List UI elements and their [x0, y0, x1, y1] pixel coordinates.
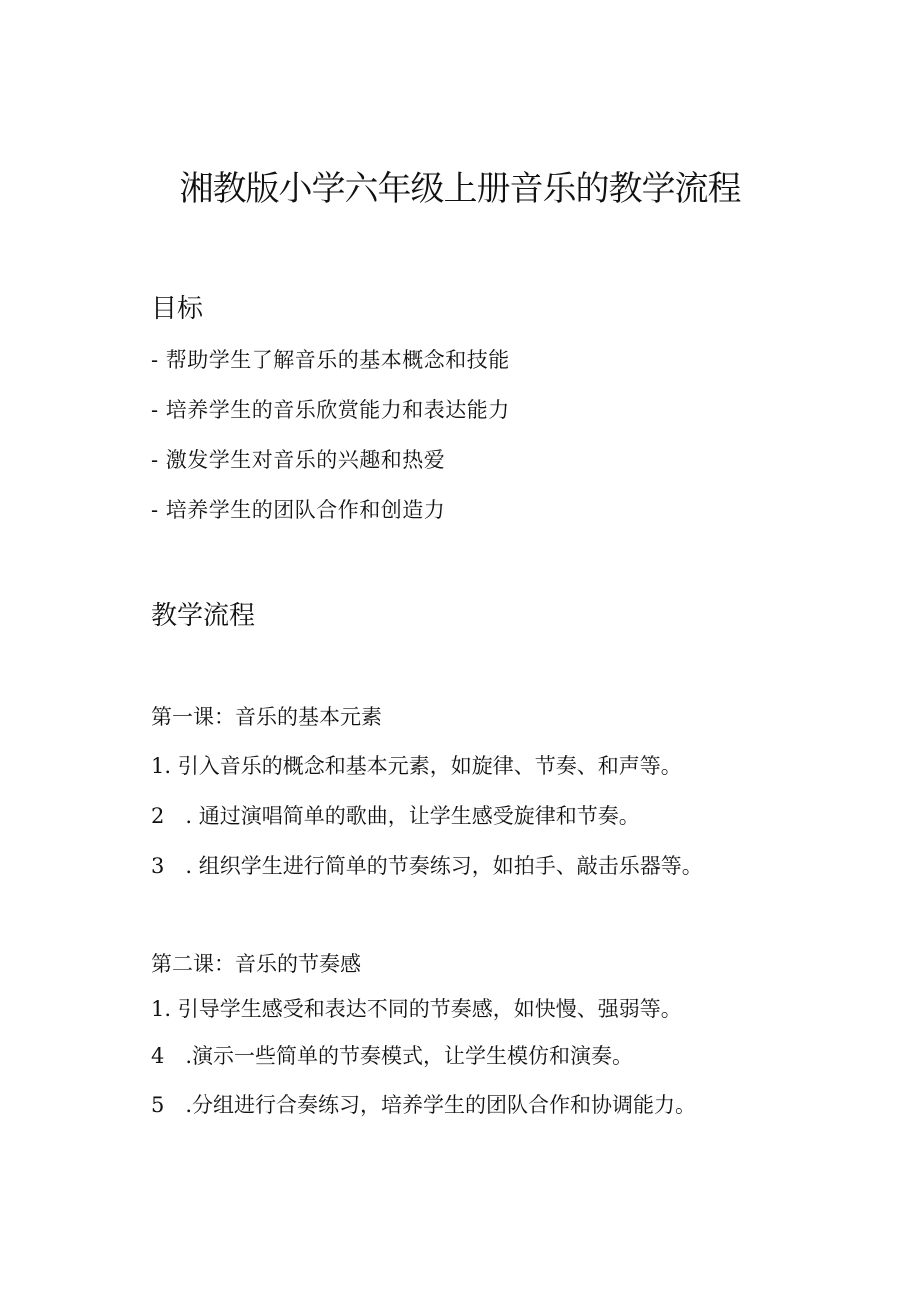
- lesson-1-step: 2 . 通过演唱简单的歌曲，让学生感受旋律和节奏。: [151, 804, 640, 828]
- goal-item: - 激发学生对音乐的兴趣和热爱: [151, 448, 446, 472]
- goal-item: - 培养学生的团队合作和创造力: [151, 498, 446, 522]
- lesson-2-title: 第二课：音乐的节奏感: [151, 952, 361, 976]
- document-title: 湘教版小学六年级上册音乐的教学流程: [179, 169, 741, 209]
- process-heading: 教学流程: [151, 601, 256, 631]
- goal-item: - 培养学生的音乐欣赏能力和表达能力: [151, 398, 510, 422]
- lesson-1-step: 3 . 组织学生进行简单的节奏练习，如拍手、敲击乐器等。: [151, 854, 703, 878]
- lesson-2-step: 5 .分组进行合奏练习，培养学生的团队合作和协调能力。: [151, 1093, 697, 1117]
- lesson-1-step: 1. 引入音乐的概念和基本元素，如旋律、节奏、和声等。: [151, 754, 682, 778]
- lesson-2-step: 4 .演示一些简单的节奏模式，让学生模仿和演奏。: [151, 1044, 634, 1068]
- lesson-1-title: 第一课：音乐的基本元素: [151, 705, 382, 729]
- lesson-2-step: 1. 引导学生感受和表达不同的节奏感，如快慢、强弱等。: [151, 997, 682, 1021]
- goals-heading: 目标: [151, 294, 204, 324]
- goal-item: - 帮助学生了解音乐的基本概念和技能: [151, 348, 510, 372]
